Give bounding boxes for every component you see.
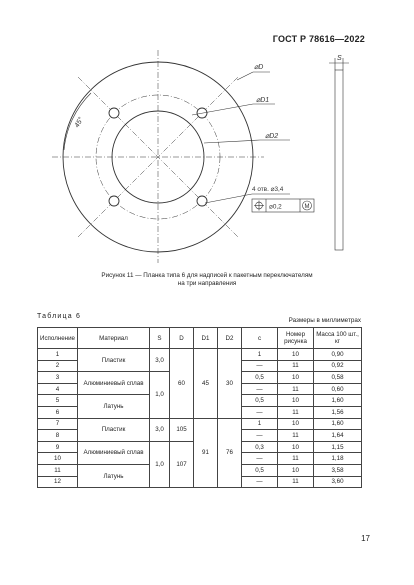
figure-caption: Рисунок 11 — Планка типа 6 для надписей к пакетным переключателям на три направления: [101, 272, 313, 288]
side-view-plate: [335, 70, 343, 250]
standard-number: ГОСТ Р 78616—2022: [272, 34, 365, 44]
label-d1: ⌀D1: [256, 97, 270, 104]
col-material: Материал: [78, 328, 150, 349]
col-ispolnenie: Исполнение: [38, 328, 78, 349]
label-tolerance: ⌀0,2: [269, 203, 282, 211]
table-row: 4 — 11 0,60: [38, 383, 362, 395]
col-figure-number: Номер рисунка: [278, 328, 314, 349]
table-row: 2 — 11 0,92: [38, 360, 362, 372]
label-d2: ⌀D2: [265, 133, 279, 140]
col-d: D: [170, 328, 194, 349]
table-row: 3 Алюминиевый сплав 1,0 0,5 10 0,58: [38, 372, 362, 384]
table-row: 6 — 11 1,56: [38, 406, 362, 418]
label-angle: 45°: [73, 116, 86, 129]
table-row: 8 — 11 1,64: [38, 430, 362, 442]
hole-bottom-left: [109, 196, 119, 206]
page-number: 17: [361, 534, 370, 543]
table-row: 7 Пластик 3,0 105 91 76 1 10 1,60: [38, 418, 362, 430]
col-d1: D1: [194, 328, 218, 349]
label-m: M: [304, 204, 310, 210]
col-c: c: [242, 328, 278, 349]
table-header-row: [38, 328, 362, 349]
table-row: 11 Латунь 0,5 10 3,58: [38, 464, 362, 476]
col-mass: Масса 100 шт., кг: [314, 328, 362, 349]
label-d: ⌀D: [254, 64, 264, 71]
label-holes: 4 отв. ⌀3,4: [252, 186, 284, 193]
technical-drawing: [0, 0, 414, 270]
table-row: 9 Алюминиевый сплав 1,0 107 0,3 10 1,15: [38, 441, 362, 453]
table-row: 12 — 11 3,60: [38, 476, 362, 488]
table-units: Размеры в миллиметрах: [288, 317, 361, 324]
table-label: Таблица 6: [37, 313, 82, 320]
hole-top-left: [109, 108, 119, 118]
col-s: S: [150, 328, 170, 349]
label-s: S: [337, 55, 342, 62]
hole-bottom-right: [197, 196, 207, 206]
table-row: 1 Пластик 3,0 60 45 30 1 10 0,90: [38, 349, 362, 361]
table-row: 5 Латунь 0,5 10 1,60: [38, 395, 362, 407]
col-d2: D2: [218, 328, 242, 349]
dimensions-table: [37, 327, 362, 488]
table-row: 10 — 11 1,18: [38, 453, 362, 465]
